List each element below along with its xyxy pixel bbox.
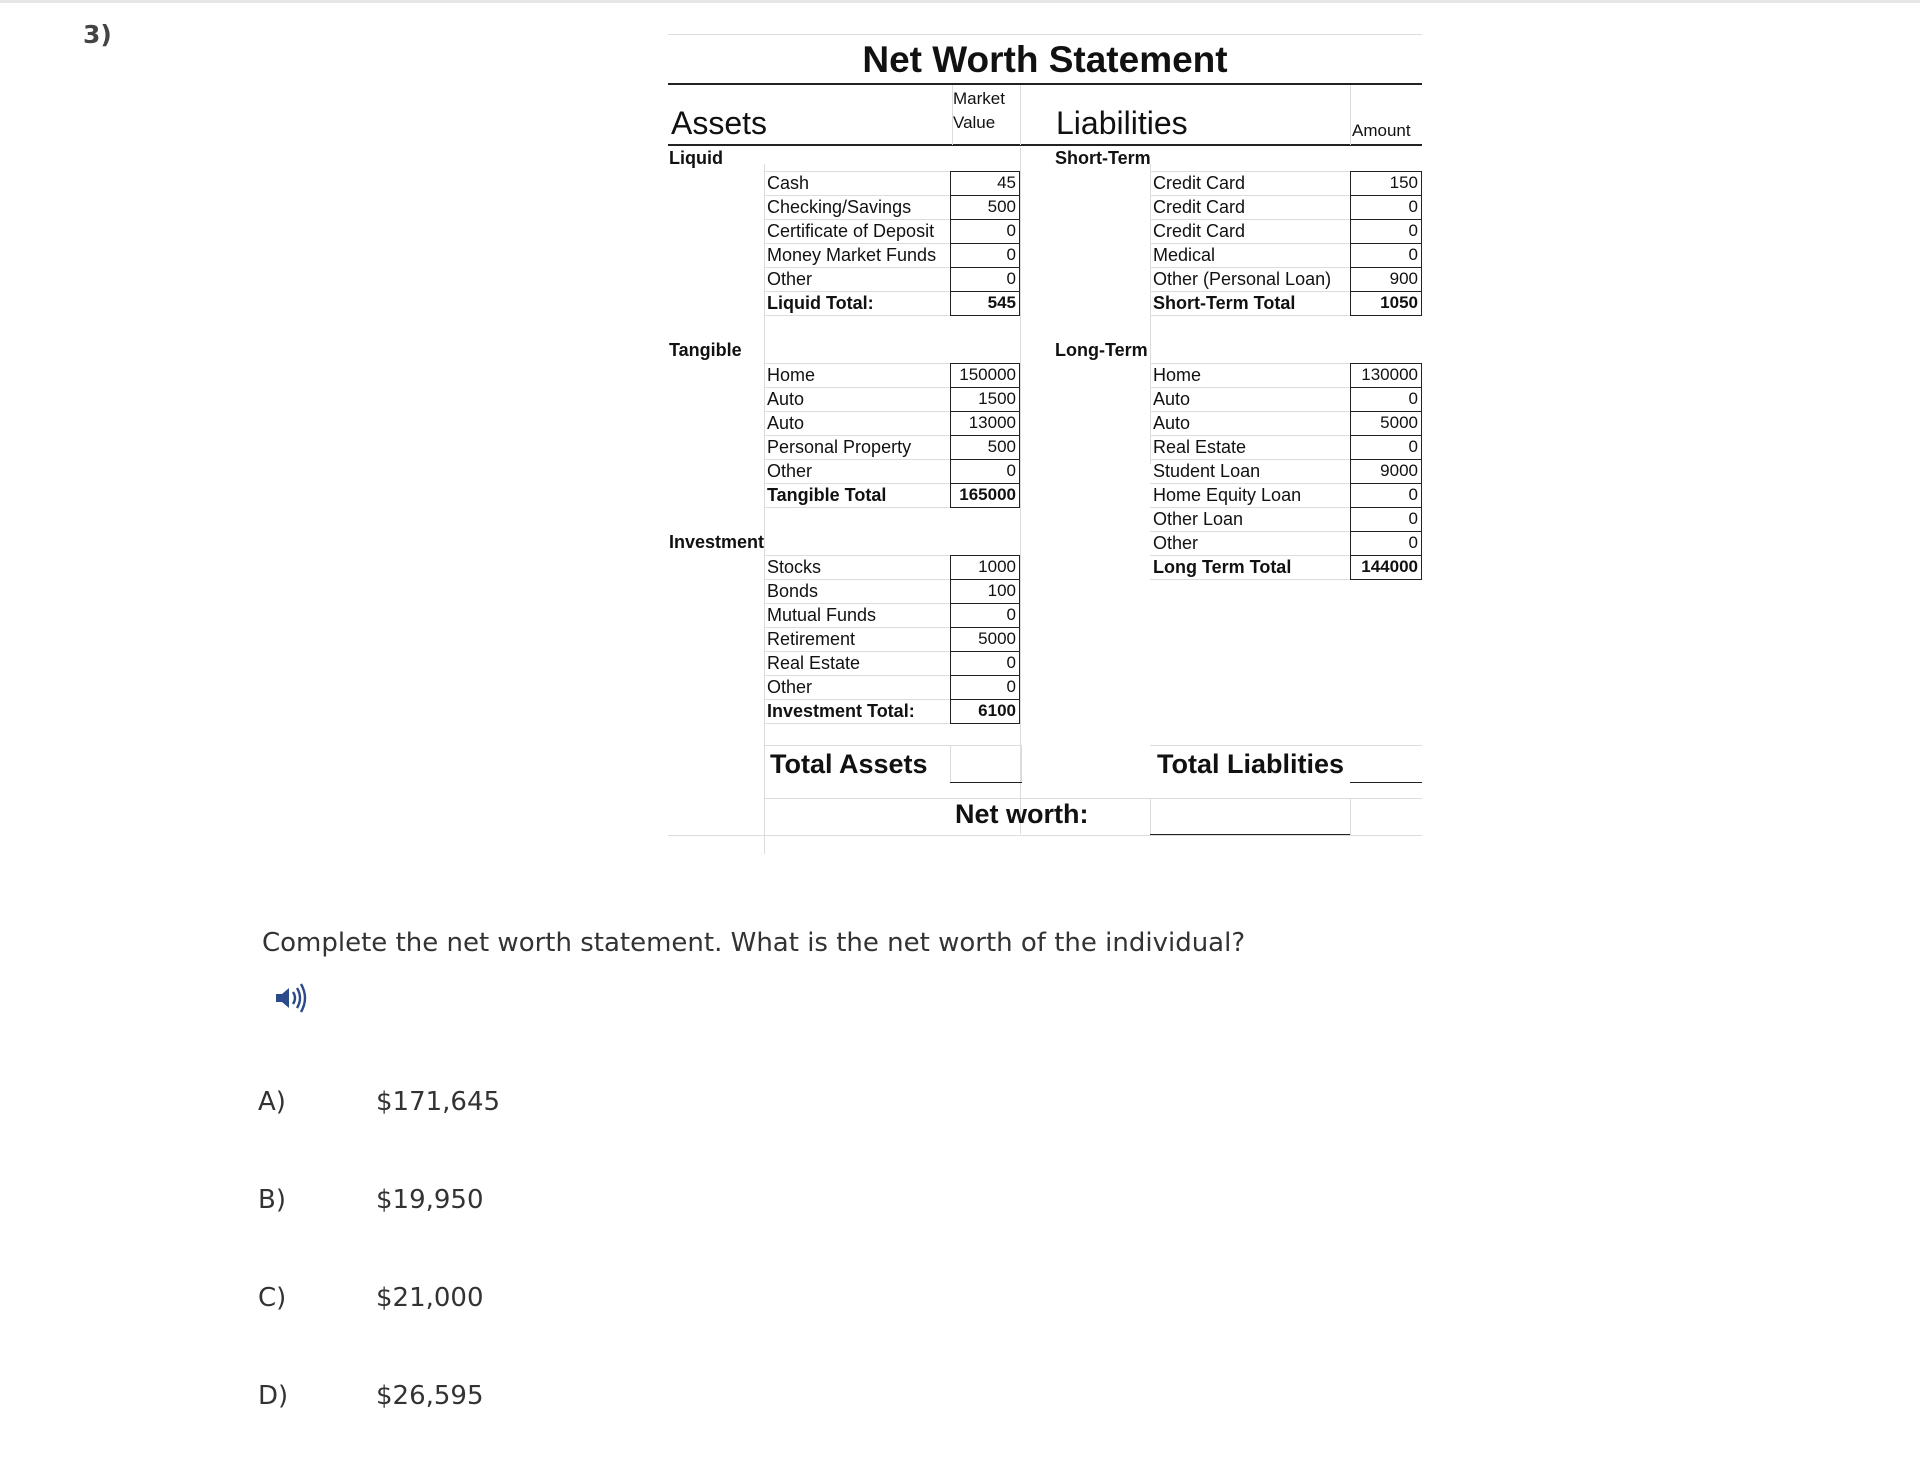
short-term-total-label: Short-Term Total [1153,293,1296,313]
long-term-item-label: Home Equity Loan [1153,485,1302,505]
short-term-value-right-border [1421,171,1422,315]
choice-letter[interactable]: C) [258,1283,287,1313]
investment-item-value: 0 [1006,605,1016,624]
investment-value-right-border [1019,555,1020,723]
choice-letter[interactable]: D) [258,1381,289,1411]
net-worth-top-line [764,798,1422,799]
liquid-value-grid-line [950,315,1020,316]
investment-item-label: Bonds [767,581,819,601]
tangible-total-value: 165000 [959,485,1016,504]
market-value-header-line2: Value [953,113,996,132]
investment-item-value: 5000 [978,629,1016,648]
investment-item-label: Retirement [767,629,856,649]
frame-bottom-line [668,835,1422,836]
total-assets-cell-right [1021,746,1022,782]
long-term-item-value: 0 [1408,437,1418,456]
short-term-item-label: Medical [1153,245,1216,265]
investment-item-value: 0 [1006,653,1016,672]
long-term-item-label: Real Estate [1153,437,1247,457]
amount-header: Amount [1352,121,1411,140]
tangible-total-label: Tangible Total [767,485,887,505]
tangible-item-label: Home [767,365,816,385]
investment-item-value: 100 [987,581,1016,600]
question-number: 3) [83,20,112,49]
liquid-item-value: 45 [997,173,1016,192]
liquid-item-value: 0 [1006,221,1016,240]
net-worth-statement [668,34,1422,840]
long-term-item-value: 0 [1408,485,1418,504]
long-term-item-value: 9000 [1380,461,1418,480]
net-worth-cell-right [1350,799,1351,835]
short-term-section-label: Short-Term [1055,148,1151,168]
liquid-item-label: Checking/Savings [767,197,912,217]
center-divider [1020,148,1021,834]
short-term-item-value: 900 [1389,269,1418,288]
liquid-item-label: Certificate of Deposit [767,221,935,241]
header-underline [668,144,1422,146]
question-text: Complete the net worth statement. What is the net worth of the individual? [262,928,1246,958]
choice-value[interactable]: $21,000 [376,1283,484,1313]
liabilities-header-divider [1020,85,1021,145]
choice-value[interactable]: $19,950 [376,1185,484,1215]
frame-top-line [668,34,1422,35]
short-term-item-label: Credit Card [1153,173,1246,193]
short-term-item-label: Credit Card [1153,221,1246,241]
investment-total-value: 6100 [978,701,1016,720]
choice-letter[interactable]: A) [258,1087,286,1117]
long-term-item-label: Auto [1153,413,1191,433]
liquid-item-value: 500 [987,197,1016,216]
investment-total-label: Investment Total: [767,701,915,721]
long-term-label-grid-line [1150,579,1350,580]
liability-indent-divider [1150,164,1151,464]
short-term-item-value: 0 [1408,221,1418,240]
long-term-item-value: 0 [1408,389,1418,408]
long-term-value-grid-line [1350,579,1422,580]
investment-item-label: Real Estate [767,653,861,673]
long-term-total-value: 144000 [1361,557,1418,576]
investment-item-label: Stocks [767,557,822,577]
investment-value-grid-line [950,723,1020,724]
short-term-item-value: 0 [1408,245,1418,264]
tangible-item-label: Other [767,461,813,481]
liquid-total-label: Liquid Total: [767,293,874,313]
short-term-total-value: 1050 [1380,293,1418,312]
speaker-icon[interactable] [272,976,320,1020]
total-liabilities-value-cell [1350,782,1422,783]
long-term-item-label: Other Loan [1153,509,1244,529]
long-term-section-label: Long-Term [1055,340,1148,360]
net-worth-label: Net worth: [955,799,1089,829]
tangible-item-value: 150000 [959,365,1016,384]
choice-value[interactable]: $26,595 [376,1381,484,1411]
short-term-item-label: Other (Personal Loan) [1153,269,1332,289]
tangible-item-value: 1500 [978,389,1016,408]
assets-header: Assets [671,105,768,141]
investment-item-value: 1000 [978,557,1016,576]
tangible-section-label: Tangible [669,340,742,360]
investment-item-label: Other [767,677,813,697]
net-worth-cell-left [1150,799,1151,835]
total-assets-top-line [764,745,1022,746]
liquid-item-label: Cash [767,173,810,193]
tangible-item-label: Auto [767,389,805,409]
short-term-item-value: 150 [1389,173,1418,192]
tangible-value-grid-line [950,507,1020,508]
short-term-item-value: 0 [1408,197,1418,216]
long-term-value-right-border [1421,363,1422,579]
tangible-item-label: Auto [767,413,805,433]
total-assets-cell-left [950,746,951,782]
long-term-item-value: 0 [1408,533,1418,552]
liquid-total-value: 545 [987,293,1016,312]
amount-header-divider [1350,85,1351,145]
liquid-item-label: Other [767,269,813,289]
short-term-item-label: Credit Card [1153,197,1246,217]
long-term-item-label: Other [1153,533,1199,553]
tangible-value-right-border [1019,363,1020,507]
long-term-item-value: 130000 [1361,365,1418,384]
total-liabilities-top-line [1150,745,1422,746]
total-liabilities-label: Total Liablities [1157,749,1345,779]
tangible-label-grid-line [764,507,950,508]
tangible-item-value: 13000 [968,413,1016,432]
liquid-item-label: Money Market Funds [767,245,937,265]
liquid-item-value: 0 [1006,269,1016,288]
short-term-value-grid-line [1350,315,1422,316]
liquid-item-value: 0 [1006,245,1016,264]
market-value-header-line1: Market [953,89,1005,108]
liquid-value-right-border [1019,171,1020,315]
liabilities-header: Liabilities [1056,105,1188,141]
long-term-item-value: 5000 [1380,413,1418,432]
top-divider [0,0,1920,3]
long-term-item-label: Student Loan [1153,461,1261,481]
long-term-item-label: Auto [1153,389,1191,409]
short-term-label-grid-line [1150,315,1350,316]
title-underline [668,83,1422,85]
tangible-item-value: 500 [987,437,1016,456]
tangible-item-value: 0 [1006,461,1016,480]
investment-item-value: 0 [1006,677,1016,696]
statement-title: Net Worth Statement [862,39,1228,80]
total-assets-value-cell [950,782,1022,783]
long-term-total-label: Long Term Total [1153,557,1292,577]
choice-value[interactable]: $171,645 [376,1087,501,1117]
long-term-item-label: Home [1153,365,1202,385]
market-value-header-divider [952,85,953,145]
long-term-item-value: 0 [1408,509,1418,528]
investment-label-grid-line [764,723,950,724]
liquid-label-grid-line [764,315,950,316]
investment-item-label: Mutual Funds [767,605,877,625]
total-assets-label: Total Assets [770,749,928,779]
liquid-section-label: Liquid [669,148,723,168]
choice-letter[interactable]: B) [258,1185,286,1215]
tangible-item-label: Personal Property [767,437,912,457]
investment-section-label: Investment [669,532,765,552]
